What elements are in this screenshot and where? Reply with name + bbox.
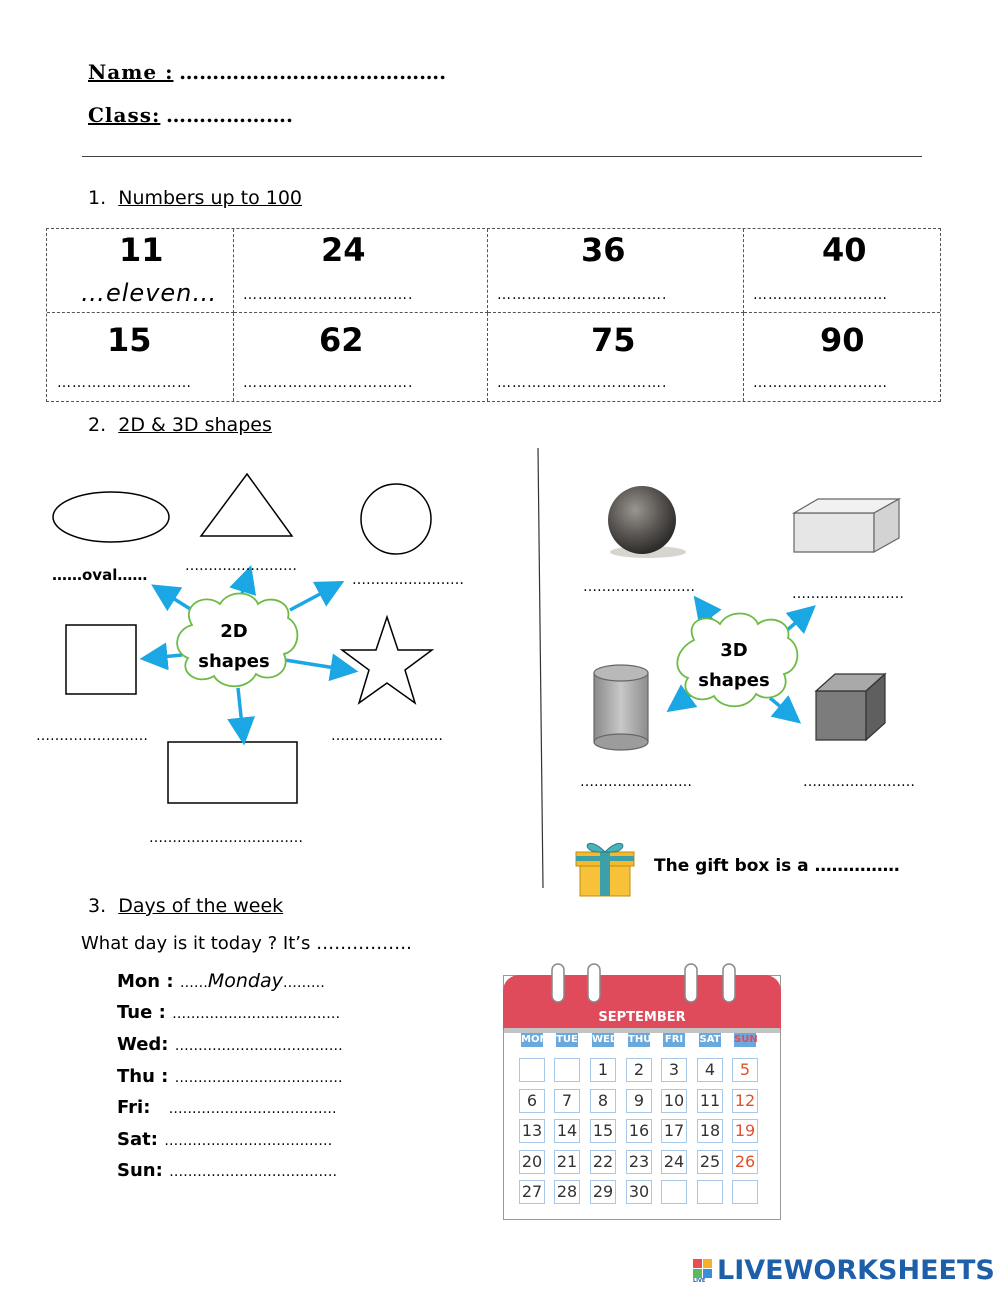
number-value: 11: [119, 231, 164, 269]
calendar-date: 19: [732, 1119, 758, 1143]
class-label: Class:: [88, 103, 161, 127]
circle-label-input[interactable]: ……………………: [352, 572, 464, 588]
cloud-3d-text: [688, 636, 780, 696]
calendar-date: 23: [626, 1150, 652, 1174]
day-row-sat: [117, 1129, 332, 1150]
calendar-date: 29: [590, 1180, 616, 1204]
number-cell-90: [744, 313, 940, 401]
calendar-date: 1: [590, 1058, 616, 1082]
cloud-2d-line1: 2D: [220, 621, 248, 642]
calendar-date: 7: [554, 1089, 580, 1113]
calendar-empty-cell: [661, 1180, 687, 1204]
calendar-date: 6: [519, 1089, 545, 1113]
calendar-day-name: THU: [628, 1034, 652, 1045]
oval-shape: [53, 492, 169, 542]
number-cell-15: [47, 313, 234, 401]
calendar-date: 26: [732, 1150, 758, 1174]
calendar-date: 18: [697, 1119, 723, 1143]
cloud-3d-line2: shapes: [698, 670, 770, 691]
triangle-shape: [201, 474, 292, 536]
number-cell-11: [47, 229, 234, 313]
section-2-text: 2D & 3D shapes: [118, 414, 272, 436]
number-cell-24: [234, 229, 488, 313]
day-label: Fri:: [117, 1097, 151, 1118]
cloud-2d-text: [186, 617, 282, 677]
star-label-input[interactable]: ……………………: [331, 728, 443, 744]
calendar-date: 17: [661, 1119, 687, 1143]
section-3-number: 3.: [88, 895, 107, 917]
star-shape: [342, 617, 432, 703]
calendar-rings: [545, 962, 745, 1004]
calendar-date: 28: [554, 1180, 580, 1204]
calendar-date: 10: [661, 1089, 687, 1113]
number-cell-62: [234, 313, 488, 401]
cylinder-label-input[interactable]: ……………………: [580, 774, 692, 790]
calendar-empty-cell: [519, 1058, 545, 1082]
section-3-text: Days of the week: [118, 895, 284, 917]
calendar-day-name: WED: [592, 1034, 619, 1045]
section-3-title: [88, 895, 283, 917]
calendar-date: 2: [626, 1058, 652, 1082]
section-divider: [535, 448, 547, 890]
day-label: Wed:: [117, 1034, 169, 1055]
calendar-date: 4: [697, 1058, 723, 1082]
number-cell-40: [744, 229, 940, 313]
calendar-day-name: TUE: [556, 1034, 578, 1045]
cloud-3d-line1: 3D: [720, 640, 748, 661]
prism-shape: [794, 499, 899, 552]
day-answer-input[interactable]: ………………………………: [164, 1133, 333, 1149]
day-answer-input[interactable]: ………………………………: [172, 1006, 341, 1022]
day-answer-input[interactable]: ………………………………: [169, 1164, 338, 1180]
day-answer-input[interactable]: ………………………………: [174, 1038, 343, 1054]
calendar-date: 27: [519, 1180, 545, 1204]
header-divider: [82, 156, 922, 157]
number-answer-input[interactable]: …………………………….: [243, 375, 414, 391]
day-row-sun: [117, 1160, 337, 1181]
cloud-2d-line2: shapes: [198, 651, 270, 672]
number-answer-input[interactable]: …………………………….: [243, 287, 414, 303]
section-1-number: 1.: [88, 187, 107, 209]
calendar: [503, 975, 781, 1220]
arrow-to-star: [285, 660, 348, 670]
number-answer-input[interactable]: ………………………: [57, 375, 192, 391]
sphere-label-input[interactable]: ……………………: [583, 579, 695, 595]
today-question[interactable]: What day is it today ? It’s …………….: [81, 933, 412, 954]
arrow-to-circle: [290, 586, 335, 610]
calendar-empty-cell: [732, 1180, 758, 1204]
square-shape: [66, 625, 136, 694]
calendar-date: 11: [697, 1089, 723, 1113]
numbers-table: [46, 228, 941, 402]
logo-text: LIVEWORKSHEETS: [717, 1255, 995, 1286]
calendar-day-name: SAT: [699, 1034, 721, 1045]
calendar-date: 12: [732, 1089, 758, 1113]
calendar-date: 9: [626, 1089, 652, 1113]
day-label: Thu :: [117, 1066, 169, 1087]
class-row: [88, 103, 293, 127]
number-cell-75: [488, 313, 744, 401]
calendar-day-name: FRI: [664, 1034, 684, 1045]
number-value: 15: [107, 321, 152, 359]
logo-badge: LIVE: [693, 1259, 715, 1285]
calendar-date: 25: [697, 1150, 723, 1174]
arrow-to-rectangle: [238, 688, 243, 735]
number-cell-36: [488, 229, 744, 313]
calendar-day-name: SUN: [734, 1034, 758, 1045]
calendar-date: 14: [554, 1119, 580, 1143]
calendar-date: 15: [590, 1119, 616, 1143]
day-label: Sun:: [117, 1160, 163, 1181]
calendar-date: 30: [626, 1180, 652, 1204]
name-input[interactable]: ………………………………….: [179, 60, 447, 84]
day-row-tue: [117, 1002, 340, 1023]
section-1-text: Numbers up to 100: [118, 187, 303, 209]
calendar-empty-cell: [697, 1180, 723, 1204]
cube-shape: [816, 674, 885, 740]
day-label: Mon :: [117, 971, 174, 992]
prism-label-input[interactable]: ……………………: [792, 586, 904, 602]
gift-box-icon: [572, 836, 640, 898]
day-row-fri: [117, 1097, 337, 1118]
arrow-to-square: [150, 655, 182, 658]
number-answer-input[interactable]: …eleven…: [81, 279, 218, 307]
calendar-date: 24: [661, 1150, 687, 1174]
circle-shape: [361, 484, 431, 554]
day-row-wed: [117, 1034, 343, 1055]
calendar-day-name: MON: [521, 1034, 548, 1045]
name-row: [88, 60, 446, 84]
calendar-date: 21: [554, 1150, 580, 1174]
number-value: 90: [820, 321, 865, 359]
cylinder-shape: [594, 665, 648, 750]
number-value: 40: [822, 231, 867, 269]
day-row-mon: [117, 970, 325, 992]
calendar-empty-cell: [554, 1058, 580, 1082]
day-answer-input[interactable]: ………………………………: [174, 1070, 343, 1086]
class-input[interactable]: ……………….: [165, 103, 293, 127]
triangle-label-input[interactable]: ……………………: [185, 558, 297, 574]
day-label: Sat:: [117, 1129, 158, 1150]
oval-label-input[interactable]: ……oval……: [52, 566, 148, 584]
number-value: 75: [591, 321, 636, 359]
calendar-date: 8: [590, 1089, 616, 1113]
calendar-date: 5: [732, 1058, 758, 1082]
number-answer-input[interactable]: …………………………….: [497, 287, 668, 303]
number-answer-input[interactable]: ………………………: [753, 287, 888, 303]
calendar-month: SEPTEMBER: [598, 1010, 686, 1025]
calendar-date: 13: [519, 1119, 545, 1143]
day-answer-input[interactable]: ……Monday………: [179, 970, 325, 992]
arrow-to-prism: [785, 612, 808, 632]
arrow-to-cube: [770, 698, 793, 717]
day-label: Tue :: [117, 1002, 166, 1023]
number-value: 36: [581, 231, 626, 269]
sphere-shape: [608, 486, 686, 558]
number-answer-input[interactable]: ………………………: [753, 375, 888, 391]
rectangle-shape: [168, 742, 297, 803]
calendar-date: 3: [661, 1058, 687, 1082]
section-1-title: [88, 187, 302, 209]
calendar-date: 16: [626, 1119, 652, 1143]
number-value: 62: [319, 321, 364, 359]
calendar-date: 20: [519, 1150, 545, 1174]
cube-label-input[interactable]: ……………………: [803, 774, 915, 790]
number-value: 24: [321, 231, 366, 269]
day-row-thu: [117, 1066, 343, 1087]
section-2-number: 2.: [88, 414, 107, 436]
name-label: Name :: [88, 60, 174, 84]
square-label-input[interactable]: ……………………: [36, 728, 148, 744]
section-2-title: [88, 414, 272, 436]
day-answer-input[interactable]: ………………………………: [168, 1101, 337, 1117]
gift-box-question[interactable]: The gift box is a ……………: [654, 856, 900, 876]
rectangle-label-input[interactable]: ……………………………: [149, 830, 303, 846]
number-answer-input[interactable]: …………………………….: [497, 375, 668, 391]
calendar-date: 22: [590, 1150, 616, 1174]
